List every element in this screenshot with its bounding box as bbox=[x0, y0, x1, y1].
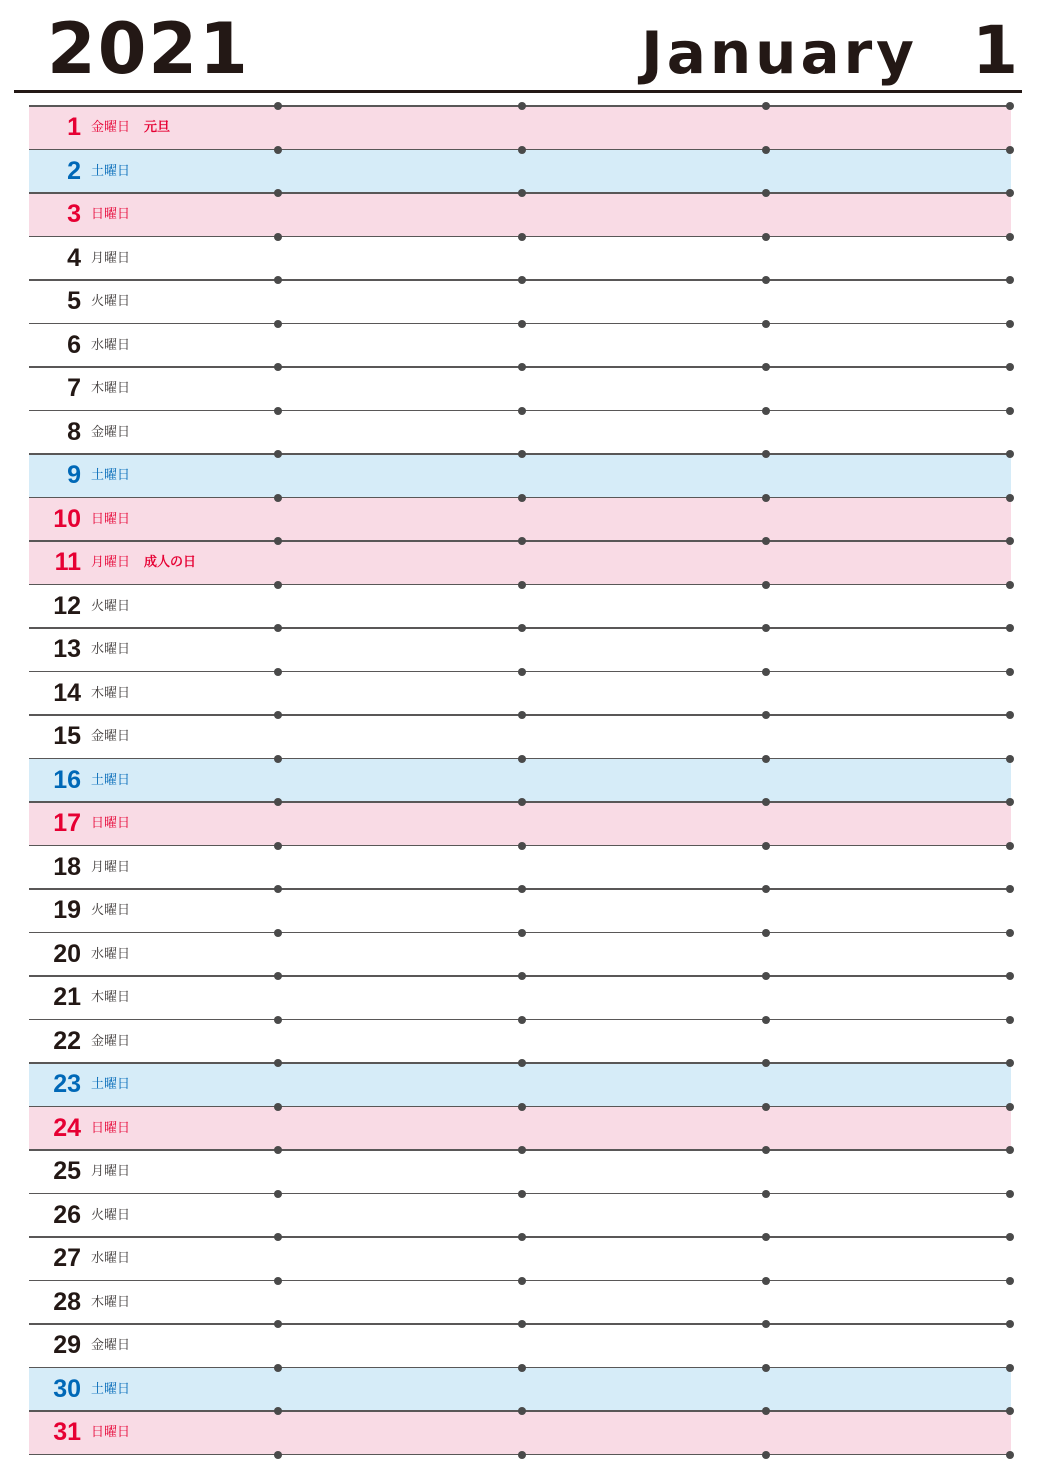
day-number: 30 bbox=[53, 1374, 81, 1403]
day-row[interactable] bbox=[29, 1368, 1011, 1412]
day-number: 27 bbox=[53, 1244, 81, 1272]
grid-dot bbox=[518, 1364, 526, 1372]
day-number: 29 bbox=[53, 1331, 81, 1359]
day-row[interactable] bbox=[29, 802, 1011, 846]
grid-dot bbox=[1006, 407, 1014, 415]
weekday-label: 金曜日 bbox=[91, 1338, 131, 1353]
day-number: 7 bbox=[67, 374, 81, 402]
grid-dot bbox=[1006, 102, 1014, 110]
weekday-label: 金曜日 bbox=[91, 729, 131, 744]
weekday-label: 日曜日 bbox=[91, 207, 131, 222]
grid-dot bbox=[1006, 537, 1014, 545]
grid-dot bbox=[762, 624, 770, 632]
weekday-label: 土曜日 bbox=[91, 1077, 131, 1092]
grid-dot bbox=[1006, 233, 1014, 241]
grid-dot bbox=[274, 1059, 282, 1067]
grid-dot bbox=[274, 668, 282, 676]
day-number: 20 bbox=[53, 939, 81, 968]
holiday-label: 元旦 bbox=[144, 120, 171, 135]
grid-dot bbox=[274, 363, 282, 371]
day-row[interactable] bbox=[29, 1411, 1011, 1455]
grid-dot bbox=[518, 1190, 526, 1198]
grid-dot bbox=[1006, 320, 1014, 328]
day-number: 4 bbox=[67, 243, 81, 272]
weekday-label: 土曜日 bbox=[91, 163, 131, 179]
weekday-label: 木曜日 bbox=[91, 685, 131, 701]
grid-dot bbox=[1006, 1320, 1014, 1328]
weekday-label: 水曜日 bbox=[91, 337, 131, 353]
grid-dot bbox=[1006, 1103, 1014, 1111]
grid-dot bbox=[274, 1277, 282, 1285]
day-row[interactable] bbox=[29, 759, 1011, 803]
calendar-header bbox=[0, 0, 1046, 95]
grid-dot bbox=[762, 1320, 770, 1328]
grid-dot bbox=[518, 972, 526, 980]
day-number: 3 bbox=[67, 200, 81, 228]
grid-dot bbox=[518, 668, 526, 676]
day-number: 2 bbox=[67, 156, 81, 185]
grid-dot bbox=[518, 407, 526, 415]
day-number: 24 bbox=[53, 1113, 81, 1142]
holiday-label: 成人の日 bbox=[144, 555, 197, 570]
grid-dot bbox=[274, 320, 282, 328]
grid-dot bbox=[274, 1233, 282, 1241]
day-row[interactable] bbox=[29, 367, 1011, 411]
grid-dot bbox=[518, 320, 526, 328]
grid-dot bbox=[1006, 711, 1014, 719]
grid-dot bbox=[1006, 1364, 1014, 1372]
grid-dot bbox=[274, 1146, 282, 1154]
grid-dot bbox=[518, 885, 526, 893]
weekday-label: 木曜日 bbox=[91, 381, 131, 396]
day-number: 12 bbox=[53, 591, 81, 620]
grid-dot bbox=[762, 842, 770, 850]
day-number: 13 bbox=[53, 635, 81, 663]
grid-dot bbox=[274, 1407, 282, 1415]
weekday-label: 日曜日 bbox=[91, 816, 131, 831]
grid-dot bbox=[1006, 581, 1014, 589]
weekday-label: 土曜日 bbox=[91, 1381, 131, 1397]
grid-dot bbox=[1006, 276, 1014, 284]
grid-dot bbox=[762, 972, 770, 980]
grid-dot bbox=[762, 494, 770, 502]
day-number: 10 bbox=[53, 504, 81, 533]
grid-dot bbox=[762, 450, 770, 458]
month-number-label: 1 bbox=[972, 12, 1018, 89]
grid-dot bbox=[1006, 1190, 1014, 1198]
grid-dot bbox=[518, 146, 526, 154]
weekday-label: 金曜日 bbox=[91, 120, 131, 135]
grid-dot bbox=[762, 929, 770, 937]
grid-dot bbox=[518, 189, 526, 197]
grid-dot bbox=[518, 798, 526, 806]
grid-dot bbox=[762, 1016, 770, 1024]
grid-dot bbox=[518, 1320, 526, 1328]
grid-dot bbox=[518, 1146, 526, 1154]
weekday-label: 水曜日 bbox=[91, 946, 131, 962]
grid-dot bbox=[518, 1103, 526, 1111]
grid-dot bbox=[1006, 1016, 1014, 1024]
day-number: 16 bbox=[53, 765, 81, 794]
grid-dot bbox=[274, 929, 282, 937]
weekday-label: 火曜日 bbox=[91, 294, 131, 309]
grid-dot bbox=[762, 363, 770, 371]
grid-dot bbox=[762, 1059, 770, 1067]
weekday-label: 土曜日 bbox=[91, 468, 131, 483]
grid-dot bbox=[762, 537, 770, 545]
grid-dot bbox=[1006, 798, 1014, 806]
grid-dot bbox=[274, 450, 282, 458]
weekday-label: 火曜日 bbox=[91, 1207, 131, 1223]
grid-dot bbox=[762, 1103, 770, 1111]
day-row[interactable] bbox=[29, 1063, 1011, 1107]
weekday-label: 木曜日 bbox=[91, 990, 131, 1005]
day-row[interactable] bbox=[29, 976, 1011, 1020]
grid-dot bbox=[518, 581, 526, 589]
day-row[interactable] bbox=[29, 846, 1011, 890]
day-number: 11 bbox=[54, 548, 81, 576]
day-row[interactable] bbox=[29, 1150, 1011, 1194]
grid-dot bbox=[1006, 1146, 1014, 1154]
grid-dot bbox=[1006, 450, 1014, 458]
grid-dot bbox=[762, 407, 770, 415]
weekday-label: 土曜日 bbox=[91, 772, 131, 788]
grid-dot bbox=[762, 189, 770, 197]
grid-dot bbox=[1006, 972, 1014, 980]
weekday-label: 木曜日 bbox=[91, 1294, 131, 1310]
weekday-label: 日曜日 bbox=[91, 1120, 131, 1136]
month-name-label: January bbox=[641, 19, 918, 87]
grid-dot bbox=[762, 276, 770, 284]
weekday-label: 金曜日 bbox=[91, 1033, 131, 1049]
weekday-label: 金曜日 bbox=[91, 424, 131, 440]
day-row[interactable] bbox=[29, 1324, 1011, 1368]
grid-dot bbox=[274, 798, 282, 806]
weekday-label: 日曜日 bbox=[91, 1425, 131, 1440]
day-number: 23 bbox=[53, 1070, 81, 1098]
grid-dot bbox=[518, 233, 526, 241]
day-row[interactable] bbox=[29, 411, 1011, 455]
grid-dot bbox=[274, 885, 282, 893]
grid-dot bbox=[1006, 842, 1014, 850]
grid-dot bbox=[518, 276, 526, 284]
grid-dot bbox=[762, 885, 770, 893]
day-row[interactable] bbox=[29, 150, 1011, 194]
day-row[interactable] bbox=[29, 193, 1011, 237]
day-number: 26 bbox=[53, 1200, 81, 1229]
grid-dot bbox=[518, 842, 526, 850]
grid-dot bbox=[762, 1364, 770, 1372]
grid-dot bbox=[518, 711, 526, 719]
grid-dot bbox=[274, 581, 282, 589]
grid-dot bbox=[274, 1190, 282, 1198]
grid-dot bbox=[762, 1407, 770, 1415]
day-row[interactable] bbox=[29, 541, 1011, 585]
grid-dot bbox=[762, 1451, 770, 1459]
day-number: 6 bbox=[67, 330, 81, 359]
weekday-label: 月曜日 bbox=[91, 1164, 131, 1179]
grid-dot bbox=[274, 537, 282, 545]
weekday-label: 月曜日 bbox=[91, 859, 131, 875]
grid-dot bbox=[274, 1451, 282, 1459]
grid-dot bbox=[1006, 668, 1014, 676]
grid-dot bbox=[762, 1190, 770, 1198]
weekday-label: 水曜日 bbox=[91, 1251, 131, 1266]
day-row[interactable] bbox=[29, 324, 1011, 368]
grid-dot bbox=[1006, 1233, 1014, 1241]
grid-dot bbox=[1006, 1451, 1014, 1459]
weekday-label: 月曜日 bbox=[91, 250, 131, 266]
weekday-label: 日曜日 bbox=[91, 511, 131, 527]
grid-dot bbox=[274, 233, 282, 241]
grid-dot bbox=[1006, 624, 1014, 632]
day-number: 17 bbox=[53, 809, 81, 837]
grid-dot bbox=[518, 537, 526, 545]
grid-dot bbox=[762, 1146, 770, 1154]
day-row[interactable] bbox=[29, 628, 1011, 672]
grid-dot bbox=[274, 1320, 282, 1328]
grid-dot bbox=[274, 494, 282, 502]
day-number: 9 bbox=[67, 461, 81, 489]
day-number: 22 bbox=[53, 1026, 81, 1055]
grid-dot bbox=[518, 363, 526, 371]
grid-dot bbox=[762, 798, 770, 806]
day-number: 5 bbox=[67, 287, 81, 315]
grid-dot bbox=[518, 102, 526, 110]
day-number: 18 bbox=[53, 852, 81, 881]
day-row[interactable] bbox=[29, 1237, 1011, 1281]
day-number: 19 bbox=[53, 896, 81, 924]
day-number: 21 bbox=[53, 983, 81, 1011]
day-row[interactable] bbox=[29, 454, 1011, 498]
grid-dot bbox=[1006, 494, 1014, 502]
grid-dot bbox=[518, 494, 526, 502]
grid-dot bbox=[274, 146, 282, 154]
grid-dot bbox=[762, 233, 770, 241]
day-number: 8 bbox=[67, 417, 81, 446]
grid-dot bbox=[518, 755, 526, 763]
grid-dot bbox=[762, 102, 770, 110]
grid-dot bbox=[518, 1407, 526, 1415]
day-number: 28 bbox=[53, 1287, 81, 1316]
grid-dot bbox=[762, 711, 770, 719]
grid-dot bbox=[274, 407, 282, 415]
grid-dot bbox=[274, 972, 282, 980]
grid-dot bbox=[274, 711, 282, 719]
grid-dot bbox=[274, 1364, 282, 1372]
grid-dot bbox=[274, 755, 282, 763]
grid-dot bbox=[762, 1233, 770, 1241]
grid-dot bbox=[274, 1103, 282, 1111]
grid-dot bbox=[518, 624, 526, 632]
grid-dot bbox=[518, 1059, 526, 1067]
day-row[interactable] bbox=[29, 237, 1011, 281]
day-row[interactable] bbox=[29, 672, 1011, 716]
day-row[interactable] bbox=[29, 1281, 1011, 1325]
day-row[interactable] bbox=[29, 498, 1011, 542]
grid-dot bbox=[518, 1016, 526, 1024]
day-row[interactable] bbox=[29, 889, 1011, 933]
grid-dot bbox=[1006, 929, 1014, 937]
weekday-label: 火曜日 bbox=[91, 598, 131, 614]
grid-dot bbox=[274, 624, 282, 632]
grid-dot bbox=[274, 189, 282, 197]
day-row[interactable] bbox=[29, 106, 1011, 150]
grid-dot bbox=[518, 929, 526, 937]
grid-dot bbox=[1006, 146, 1014, 154]
weekday-label: 火曜日 bbox=[91, 903, 131, 918]
day-number: 14 bbox=[53, 678, 81, 707]
year-label: 2021 bbox=[47, 8, 250, 90]
weekday-label: 水曜日 bbox=[91, 642, 131, 657]
grid-dot bbox=[274, 102, 282, 110]
day-number: 15 bbox=[53, 722, 81, 750]
day-row[interactable] bbox=[29, 1194, 1011, 1238]
grid-dot bbox=[1006, 363, 1014, 371]
grid-dot bbox=[762, 755, 770, 763]
grid-dot bbox=[762, 581, 770, 589]
header-divider bbox=[14, 90, 1022, 93]
grid-dot bbox=[762, 668, 770, 676]
grid-dot bbox=[762, 1277, 770, 1285]
day-row[interactable] bbox=[29, 1107, 1011, 1151]
grid-dot bbox=[762, 320, 770, 328]
grid-dot bbox=[274, 276, 282, 284]
weekday-label: 月曜日 bbox=[91, 555, 131, 570]
grid-dot bbox=[518, 1277, 526, 1285]
grid-dot bbox=[1006, 1059, 1014, 1067]
grid-dot bbox=[762, 146, 770, 154]
grid-dot bbox=[518, 1451, 526, 1459]
grid-dot bbox=[274, 1016, 282, 1024]
grid-dot bbox=[1006, 755, 1014, 763]
day-row[interactable] bbox=[29, 933, 1011, 977]
grid-dot bbox=[1006, 885, 1014, 893]
day-row[interactable] bbox=[29, 585, 1011, 629]
day-number: 31 bbox=[53, 1418, 81, 1446]
day-number: 25 bbox=[53, 1157, 81, 1185]
grid-dot bbox=[1006, 1407, 1014, 1415]
day-row[interactable] bbox=[29, 715, 1011, 759]
day-row[interactable] bbox=[29, 280, 1011, 324]
grid-dot bbox=[274, 842, 282, 850]
grid-dot bbox=[518, 1233, 526, 1241]
grid-dot bbox=[518, 450, 526, 458]
day-row[interactable] bbox=[29, 1020, 1011, 1064]
grid-dot bbox=[1006, 189, 1014, 197]
day-number: 1 bbox=[67, 113, 81, 141]
grid-dot bbox=[1006, 1277, 1014, 1285]
